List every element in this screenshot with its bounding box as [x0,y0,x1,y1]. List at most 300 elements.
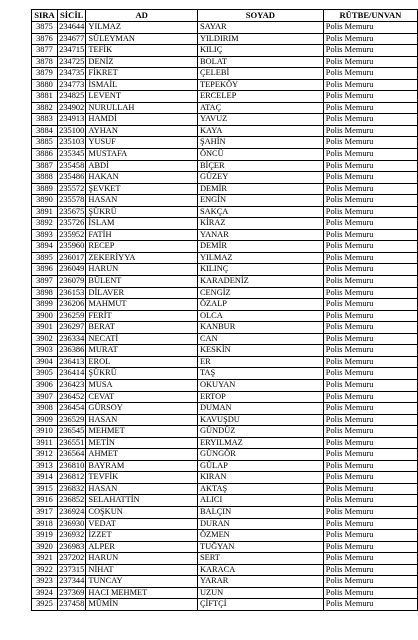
cell-rutbe: Polis Memuru [323,530,417,542]
cell-sira: 3880 [32,79,58,91]
cell-sira: 3907 [32,391,58,403]
cell-sira: 3876 [32,33,58,45]
cell-rutbe: Polis Memuru [323,495,417,507]
cell-sira: 3886 [32,149,58,161]
cell-soyad: DEMİR [197,183,323,195]
table-row [32,460,418,472]
cell-rutbe: Polis Memuru [323,218,417,230]
cell-sicil: 236334 [57,333,85,345]
cell-ad: NURULLAH [86,102,198,114]
cell-ad: HARUN [86,264,198,276]
cell-sira: 3915 [32,483,58,495]
table-row [32,414,418,426]
cell-ad: FERİT [86,310,198,322]
table-row [32,587,418,599]
cell-ad: NECATİ [86,333,198,345]
cell-soyad: GÜNGÖR [197,449,323,461]
cell-soyad: GÜLAP [197,460,323,472]
cell-sicil: 237202 [57,553,85,565]
table-row [32,576,418,588]
table-row [32,149,418,161]
cell-rutbe: Polis Memuru [323,368,417,380]
cell-sicil: 234825 [57,91,85,103]
cell-rutbe: Polis Memuru [323,345,417,357]
table-row [32,22,418,34]
cell-ad: YILMAZ [86,22,198,34]
table-row [32,356,418,368]
cell-sicil: 236423 [57,379,85,391]
table-row [32,33,418,45]
cell-sicil: 237369 [57,587,85,599]
cell-sicil: 236852 [57,495,85,507]
cell-sicil: 236983 [57,541,85,553]
cell-soyad: ÇELEBİ [197,68,323,80]
cell-ad: SÜLEYMAN [86,33,198,45]
cell-rutbe: Polis Memuru [323,310,417,322]
table-row [32,172,418,184]
cell-rutbe: Polis Memuru [323,506,417,518]
cell-soyad: DEMİR [197,241,323,253]
cell-sira: 3877 [32,45,58,57]
cell-sicil: 236206 [57,299,85,311]
cell-sira: 3900 [32,310,58,322]
table-row [32,91,418,103]
cell-soyad: DURAN [197,518,323,530]
cell-sicil: 237315 [57,564,85,576]
cell-sicil: 235952 [57,229,85,241]
cell-ad: LEVENT [86,91,198,103]
table-row [32,206,418,218]
cell-ad: HASAN [86,414,198,426]
cell-sicil: 236551 [57,437,85,449]
cell-ad: AYHAN [86,125,198,137]
cell-rutbe: Polis Memuru [323,229,417,241]
cell-soyad: BALÇIN [197,506,323,518]
cell-ad: MAHMUT [86,299,198,311]
cell-sira: 3883 [32,114,58,126]
cell-rutbe: Polis Memuru [323,414,417,426]
cell-soyad: ENGİN [197,195,323,207]
cell-rutbe: Polis Memuru [323,564,417,576]
cell-rutbe: Polis Memuru [323,241,417,253]
cell-sira: 3899 [32,299,58,311]
table-row [32,449,418,461]
cell-ad: EROL [86,356,198,368]
cell-ad: TEFİK [86,45,198,57]
cell-rutbe: Polis Memuru [323,264,417,276]
cell-sicil: 234677 [57,33,85,45]
table-row [32,102,418,114]
cell-sicil: 234913 [57,114,85,126]
cell-sicil: 234715 [57,45,85,57]
table-header-row [32,10,418,22]
cell-soyad: CAN [197,333,323,345]
table-row [32,483,418,495]
cell-rutbe: Polis Memuru [323,195,417,207]
cell-sira: 3896 [32,264,58,276]
cell-sira: 3908 [32,403,58,415]
cell-sicil: 236259 [57,310,85,322]
table-row [32,183,418,195]
table-row [32,403,418,415]
cell-ad: MURAT [86,345,198,357]
cell-soyad: ŞAHİN [197,137,323,149]
table-row [32,241,418,253]
cell-sicil: 235345 [57,149,85,161]
cell-rutbe: Polis Memuru [323,449,417,461]
cell-sira: 3894 [32,241,58,253]
cell-sicil: 234644 [57,22,85,34]
cell-sicil: 235458 [57,160,85,172]
cell-sira: 3921 [32,553,58,565]
cell-sira: 3917 [32,506,58,518]
cell-rutbe: Polis Memuru [323,460,417,472]
cell-soyad: KANBUR [197,322,323,334]
cell-soyad: ERTOP [197,391,323,403]
table-row [32,333,418,345]
table-row [32,218,418,230]
cell-rutbe: Polis Memuru [323,102,417,114]
header-sira: SIRA [32,10,58,22]
cell-ad: YUSUF [86,137,198,149]
table-row [32,564,418,576]
cell-sira: 3904 [32,356,58,368]
cell-rutbe: Polis Memuru [323,599,417,611]
cell-ad: HASAN [86,195,198,207]
cell-ad: HAMDİ [86,114,198,126]
cell-ad: İSLAM [86,218,198,230]
cell-ad: İZZET [86,530,198,542]
cell-sira: 3913 [32,460,58,472]
cell-rutbe: Polis Memuru [323,91,417,103]
cell-rutbe: Polis Memuru [323,183,417,195]
cell-sira: 3922 [32,564,58,576]
cell-soyad: ER [197,356,323,368]
cell-sicil: 236153 [57,287,85,299]
cell-sicil: 234902 [57,102,85,114]
cell-soyad: TEPEKÖY [197,79,323,91]
cell-sicil: 236832 [57,483,85,495]
cell-soyad: KARADENİZ [197,276,323,288]
cell-sicil: 236930 [57,518,85,530]
cell-rutbe: Polis Memuru [323,68,417,80]
cell-sicil: 235103 [57,137,85,149]
cell-soyad: GÜNDÜZ [197,426,323,438]
cell-soyad: YARAR [197,576,323,588]
cell-ad: ŞÜKRÜ [86,368,198,380]
cell-sira: 3878 [32,56,58,68]
cell-ad: FATİH [86,229,198,241]
cell-ad: METİN [86,437,198,449]
cell-sira: 3914 [32,472,58,484]
cell-soyad: KAYA [197,125,323,137]
cell-rutbe: Polis Memuru [323,45,417,57]
cell-soyad: ÖZMEN [197,530,323,542]
cell-rutbe: Polis Memuru [323,114,417,126]
cell-sicil: 236414 [57,368,85,380]
personnel-table [31,9,418,611]
cell-soyad: ERCELEP [197,91,323,103]
cell-rutbe: Polis Memuru [323,56,417,68]
cell-rutbe: Polis Memuru [323,472,417,484]
cell-sira: 3881 [32,91,58,103]
cell-soyad: TAŞ [197,368,323,380]
table-row [32,553,418,565]
cell-sira: 3910 [32,426,58,438]
table-row [32,287,418,299]
cell-ad: AHMET [86,449,198,461]
cell-sicil: 236932 [57,530,85,542]
cell-rutbe: Polis Memuru [323,137,417,149]
cell-sira: 3912 [32,449,58,461]
cell-sicil: 235675 [57,206,85,218]
cell-ad: TEVFİK [86,472,198,484]
cell-rutbe: Polis Memuru [323,33,417,45]
cell-sicil: 235100 [57,125,85,137]
cell-sira: 3887 [32,160,58,172]
table-row [32,79,418,91]
cell-sicil: 236079 [57,276,85,288]
cell-ad: NİHAT [86,564,198,576]
cell-soyad: ÖNCÜ [197,149,323,161]
cell-rutbe: Polis Memuru [323,356,417,368]
cell-ad: ŞEVKET [86,183,198,195]
cell-sira: 3911 [32,437,58,449]
cell-soyad: KILIÇ [197,45,323,57]
cell-sira: 3906 [32,379,58,391]
table-row [32,530,418,542]
header-ad: AD [86,10,198,22]
cell-sicil: 236545 [57,426,85,438]
table-row [32,68,418,80]
cell-sicil: 237458 [57,599,85,611]
cell-rutbe: Polis Memuru [323,379,417,391]
cell-ad: BERAT [86,322,198,334]
cell-rutbe: Polis Memuru [323,252,417,264]
cell-sira: 3882 [32,102,58,114]
cell-sicil: 236413 [57,356,85,368]
table-row [32,541,418,553]
table-row [32,137,418,149]
cell-sicil: 236564 [57,449,85,461]
cell-sira: 3905 [32,368,58,380]
cell-rutbe: Polis Memuru [323,483,417,495]
table-row [32,379,418,391]
cell-sira: 3898 [32,287,58,299]
cell-sira: 3888 [32,172,58,184]
cell-soyad: ÇİFTÇİ [197,599,323,611]
cell-rutbe: Polis Memuru [323,206,417,218]
cell-sicil: 236924 [57,506,85,518]
cell-ad: HASAN [86,483,198,495]
table-row [32,310,418,322]
cell-soyad: KARACA [197,564,323,576]
cell-soyad: BOLAT [197,56,323,68]
cell-sicil: 235726 [57,218,85,230]
cell-sira: 3909 [32,414,58,426]
cell-rutbe: Polis Memuru [323,22,417,34]
cell-sira: 3916 [32,495,58,507]
cell-sira: 3902 [32,333,58,345]
cell-sicil: 236454 [57,403,85,415]
table-row [32,299,418,311]
cell-soyad: OKUYAN [197,379,323,391]
cell-ad: DENİZ [86,56,198,68]
cell-sira: 3918 [32,518,58,530]
cell-soyad: KIRAN [197,472,323,484]
cell-rutbe: Polis Memuru [323,576,417,588]
cell-rutbe: Polis Memuru [323,541,417,553]
cell-sira: 3875 [32,22,58,34]
cell-sicil: 236452 [57,391,85,403]
table-row [32,472,418,484]
cell-ad: VEDAT [86,518,198,530]
table-row [32,229,418,241]
cell-sicil: 235486 [57,172,85,184]
cell-rutbe: Polis Memuru [323,333,417,345]
cell-rutbe: Polis Memuru [323,391,417,403]
cell-sira: 3879 [32,68,58,80]
cell-sicil: 234773 [57,79,85,91]
cell-sira: 3895 [32,252,58,264]
cell-sicil: 236049 [57,264,85,276]
cell-soyad: YAVUZ [197,114,323,126]
table-body [32,22,418,611]
cell-ad: İSMAİL [86,79,198,91]
table-row [32,56,418,68]
cell-soyad: SAYAR [197,22,323,34]
cell-sira: 3897 [32,276,58,288]
cell-sira: 3903 [32,345,58,357]
cell-ad: DİLAVER [86,287,198,299]
cell-sira: 3891 [32,206,58,218]
cell-soyad: OLCA [197,310,323,322]
cell-ad: HACI MEHMET [86,587,198,599]
cell-soyad: KİRAZ [197,218,323,230]
cell-ad: MUSTAFA [86,149,198,161]
cell-rutbe: Polis Memuru [323,426,417,438]
cell-ad: HAKAN [86,172,198,184]
table-row [32,599,418,611]
table-row [32,160,418,172]
table-row [32,495,418,507]
cell-sicil: 234725 [57,56,85,68]
table-row [32,195,418,207]
table-row [32,506,418,518]
cell-sira: 3919 [32,530,58,542]
cell-ad: ŞÜKRÜ [86,206,198,218]
cell-soyad: ATAÇ [197,102,323,114]
cell-sicil: 235960 [57,241,85,253]
cell-ad: ZEKERİYYA [86,252,198,264]
cell-soyad: SAKÇA [197,206,323,218]
cell-sira: 3885 [32,137,58,149]
cell-sicil: 236529 [57,414,85,426]
cell-rutbe: Polis Memuru [323,149,417,161]
cell-rutbe: Polis Memuru [323,276,417,288]
cell-soyad: DUMAN [197,403,323,415]
header-rutbe: RÜTBE/UNVAN [323,10,417,22]
cell-rutbe: Polis Memuru [323,403,417,415]
cell-soyad: YILMAZ [197,252,323,264]
cell-rutbe: Polis Memuru [323,125,417,137]
cell-ad: GÜRSOY [86,403,198,415]
cell-sicil: 235578 [57,195,85,207]
cell-soyad: TUĞYAN [197,541,323,553]
cell-rutbe: Polis Memuru [323,518,417,530]
cell-ad: SELAHATTİN [86,495,198,507]
cell-soyad: AKTAŞ [197,483,323,495]
cell-ad: ABDİ [86,160,198,172]
cell-sicil: 236810 [57,460,85,472]
cell-soyad: KESKİN [197,345,323,357]
cell-rutbe: Polis Memuru [323,172,417,184]
cell-sicil: 236297 [57,322,85,334]
cell-rutbe: Polis Memuru [323,79,417,91]
cell-sicil: 237344 [57,576,85,588]
table-row [32,518,418,530]
cell-sira: 3893 [32,229,58,241]
cell-ad: TUNCAY [86,576,198,588]
cell-sira: 3920 [32,541,58,553]
cell-rutbe: Polis Memuru [323,160,417,172]
table-row [32,426,418,438]
cell-sira: 3924 [32,587,58,599]
cell-soyad: ÖZALP [197,299,323,311]
cell-ad: BAYRAM [86,460,198,472]
cell-rutbe: Polis Memuru [323,587,417,599]
cell-sicil: 236386 [57,345,85,357]
cell-rutbe: Polis Memuru [323,287,417,299]
cell-ad: MÜMİN [86,599,198,611]
table-row [32,345,418,357]
cell-sira: 3890 [32,195,58,207]
table-row [32,252,418,264]
cell-ad: MEHMET [86,426,198,438]
cell-ad: ALPER [86,541,198,553]
table-row [32,276,418,288]
table-row [32,391,418,403]
cell-soyad: GÜZEY [197,172,323,184]
cell-sira: 3901 [32,322,58,334]
cell-ad: CEVAT [86,391,198,403]
cell-sicil: 234735 [57,68,85,80]
table-row [32,114,418,126]
cell-sicil: 236812 [57,472,85,484]
cell-soyad: YANAR [197,229,323,241]
table-row [32,264,418,276]
cell-rutbe: Polis Memuru [323,322,417,334]
cell-sicil: 236017 [57,252,85,264]
cell-soyad: UZUN [197,587,323,599]
cell-soyad: CENGİZ [197,287,323,299]
cell-sira: 3923 [32,576,58,588]
cell-soyad: BİÇER [197,160,323,172]
cell-soyad: ALICI [197,495,323,507]
cell-soyad: SERT [197,553,323,565]
header-sicil: SİCİL [57,10,85,22]
table-row [32,322,418,334]
cell-sira: 3884 [32,125,58,137]
table-row [32,125,418,137]
cell-sira: 3889 [32,183,58,195]
table-row [32,45,418,57]
cell-soyad: ERYILMAZ [197,437,323,449]
cell-soyad: YILDIRIM [197,33,323,45]
cell-ad: BÜLENT [86,276,198,288]
table-row [32,368,418,380]
cell-ad: COŞKUN [86,506,198,518]
